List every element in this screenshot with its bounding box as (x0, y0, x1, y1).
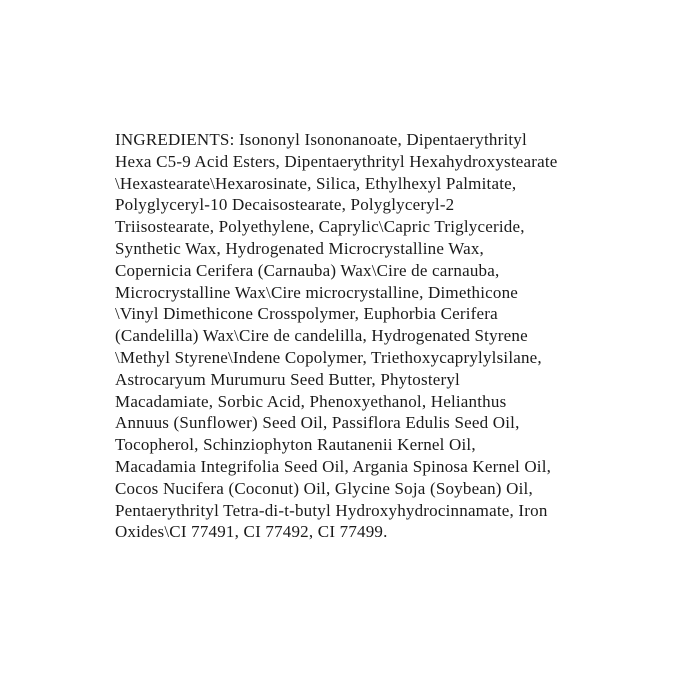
ingredients-line: Astrocaryum Murumuru Seed Butter, Phytosteryl (115, 369, 460, 389)
ingredients-line: Cocos Nucifera (Coconut) Oil, Glycine Soja (Soybean) Oil, (115, 478, 533, 498)
ingredients-text-block (115, 129, 558, 543)
ingredients-line: Pentaerythrityl Tetra-di-t-butyl Hydroxyhydrocinnamate, Iron (115, 500, 548, 520)
ingredients-line: Tocopherol, Schinziophyton Rautanenii Kernel Oil, (115, 435, 476, 455)
ingredients-line: Macadamia Integrifolia Seed Oil, Argania Spinosa Kernel Oil, (115, 456, 552, 476)
ingredients-line: Synthetic Wax, Hydrogenated Microcrystalline Wax, (115, 238, 485, 258)
ingredients-line: \Hexastearate\Hexarosinate, Silica, Ethylhexyl Palmitate, (115, 173, 517, 193)
ingredients-line: (Candelilla) Wax\Cire de candelilla, Hydrogenated Styrene (115, 326, 528, 346)
ingredients-line: Oxides\CI 77491, CI 77492, CI 77499. (115, 522, 388, 542)
ingredients-line: Annuus (Sunflower) Seed Oil, Passiflora Edulis Seed Oil, (115, 413, 520, 433)
ingredients-line: Triisostearate, Polyethylene, Caprylic\Capric Triglyceride, (115, 217, 525, 237)
ingredients-line: Polyglyceryl-10 Decaisostearate, Polyglyceryl-2 (115, 195, 455, 215)
ingredients-line: Microcrystalline Wax\Cire microcrystalline, Dimethicone (115, 282, 519, 302)
ingredients-line: \Vinyl Dimethicone Crosspolymer, Euphorbia Cerifera (115, 304, 498, 324)
ingredients-line: Hexa C5-9 Acid Esters, Dipentaerythrityl Hexahydroxystearate (115, 151, 558, 171)
ingredients-line: INGREDIENTS: Isononyl Isononanoate, Dipentaerythrityl (115, 130, 527, 149)
ingredients-line: Macadamiate, Sorbic Acid, Phenoxyethanol, Helianthus (115, 391, 507, 411)
ingredients-line: Copernicia Cerifera (Carnauba) Wax\Cire de carnauba, (115, 260, 500, 280)
ingredients-line: \Methyl Styrene\Indene Copolymer, Triethoxycaprylylsilane, (115, 347, 542, 367)
